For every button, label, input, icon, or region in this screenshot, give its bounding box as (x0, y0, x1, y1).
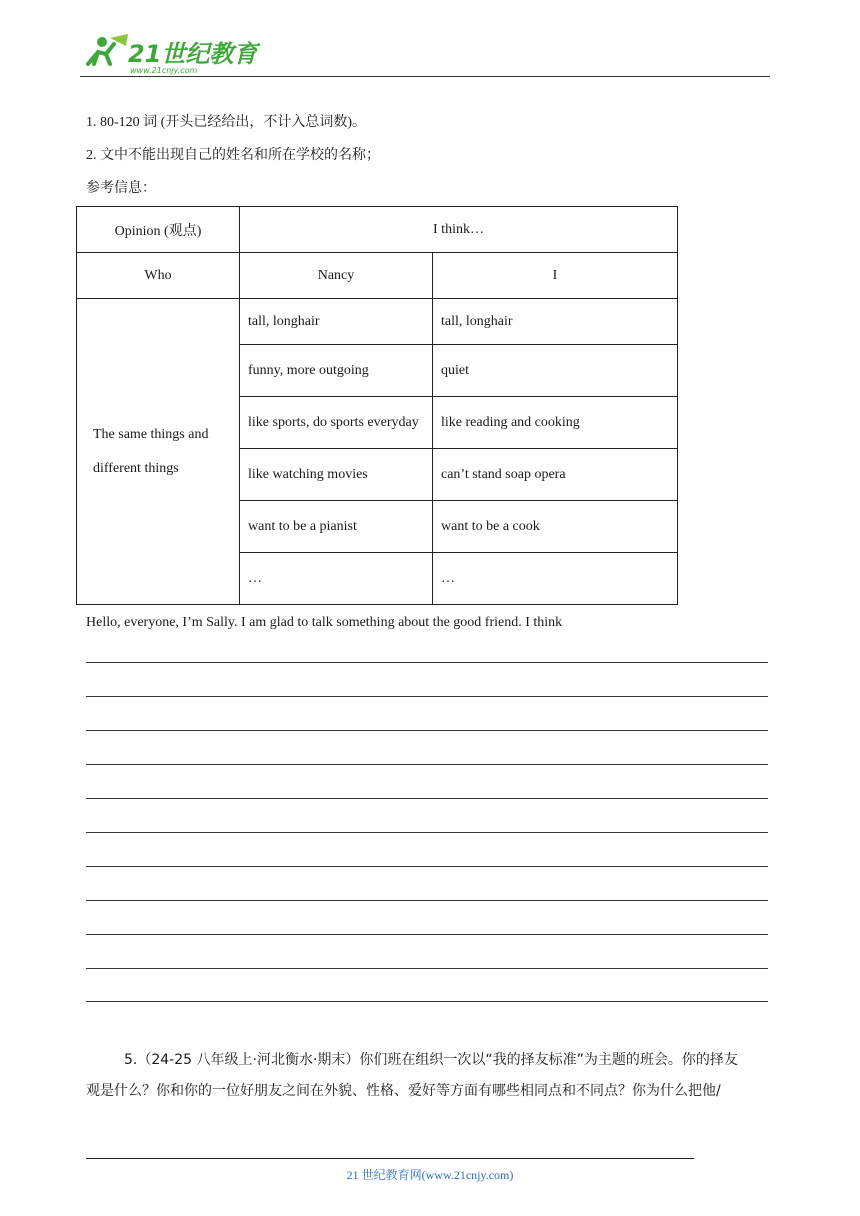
logo-url: www.21cnjy.com (130, 66, 198, 75)
table-row (77, 207, 678, 253)
logo-21cnjy (80, 30, 260, 76)
side-label-line1: The same things and (93, 426, 209, 442)
writing-line[interactable] (86, 900, 768, 901)
logo-runner-icon (88, 44, 114, 64)
footer-rule (86, 1158, 694, 1159)
who-me: I (433, 253, 678, 299)
who-label: Who (77, 253, 240, 299)
me-cell: can’t stand soap opera (433, 449, 678, 501)
writing-line[interactable] (86, 798, 768, 799)
question-5 (86, 1045, 776, 1107)
nancy-cell: tall, longhair (240, 299, 433, 345)
writing-line[interactable] (86, 662, 768, 663)
opinion-label: Opinion (观点) (77, 207, 240, 253)
writing-line[interactable] (86, 934, 768, 935)
opinion-value: I think… (240, 207, 678, 253)
requirement-2: 2. 文中不能出现自己的姓名和所在学校的名称； (86, 148, 380, 163)
me-cell: want to be a cook (433, 501, 678, 553)
writing-line[interactable] (86, 832, 768, 833)
writing-line[interactable] (86, 968, 768, 969)
me-cell: quiet (433, 345, 678, 397)
writing-line[interactable] (86, 1001, 768, 1002)
side-label-line2: different things (93, 460, 179, 476)
nancy-cell: funny, more outgoing (240, 345, 433, 397)
reference-table (76, 206, 678, 605)
page-header (80, 30, 770, 78)
writing-line[interactable] (86, 866, 768, 867)
writing-line[interactable] (86, 730, 768, 731)
essay-opening: Hello, everyone, I’m Sally. I am glad to talk something about the good friend. I think (86, 615, 563, 630)
me-cell: tall, longhair (433, 299, 678, 345)
nancy-cell: like sports, do sports everyday (240, 397, 433, 449)
question-5-line2: 观是什么？你和你的一位好朋友之间在外貌、性格、爱好等方面有哪些相同点和不同点？你为什么把他/ (86, 1083, 721, 1099)
me-cell: like reading and cooking (433, 397, 678, 449)
table-row (77, 299, 678, 345)
question-5-line1: 5.（24-25 八年级上·河北衡水·期末）你们班在组织一次以“我的择友标准”为主题的班会。你的择友 (124, 1052, 738, 1068)
logo-runner-head-icon (97, 37, 107, 47)
reference-info-label: 参考信息： (86, 181, 156, 196)
footer-source: 21 世纪教育网(www.21cnjy.com) (346, 1168, 514, 1182)
writing-line[interactable] (86, 696, 768, 697)
logo-text: 21世纪教育 (128, 40, 258, 68)
table-row (77, 253, 678, 299)
nancy-cell: … (240, 553, 433, 605)
me-cell: … (433, 553, 678, 605)
nancy-cell: like watching movies (240, 449, 433, 501)
who-nancy: Nancy (240, 253, 433, 299)
nancy-cell: want to be a pianist (240, 501, 433, 553)
writing-line[interactable] (86, 764, 768, 765)
requirement-1: 1. 80-120 词 (开头已经给出，不计入总词数)。 (86, 115, 366, 130)
same-different-label (77, 299, 240, 605)
header-rule (80, 76, 770, 77)
